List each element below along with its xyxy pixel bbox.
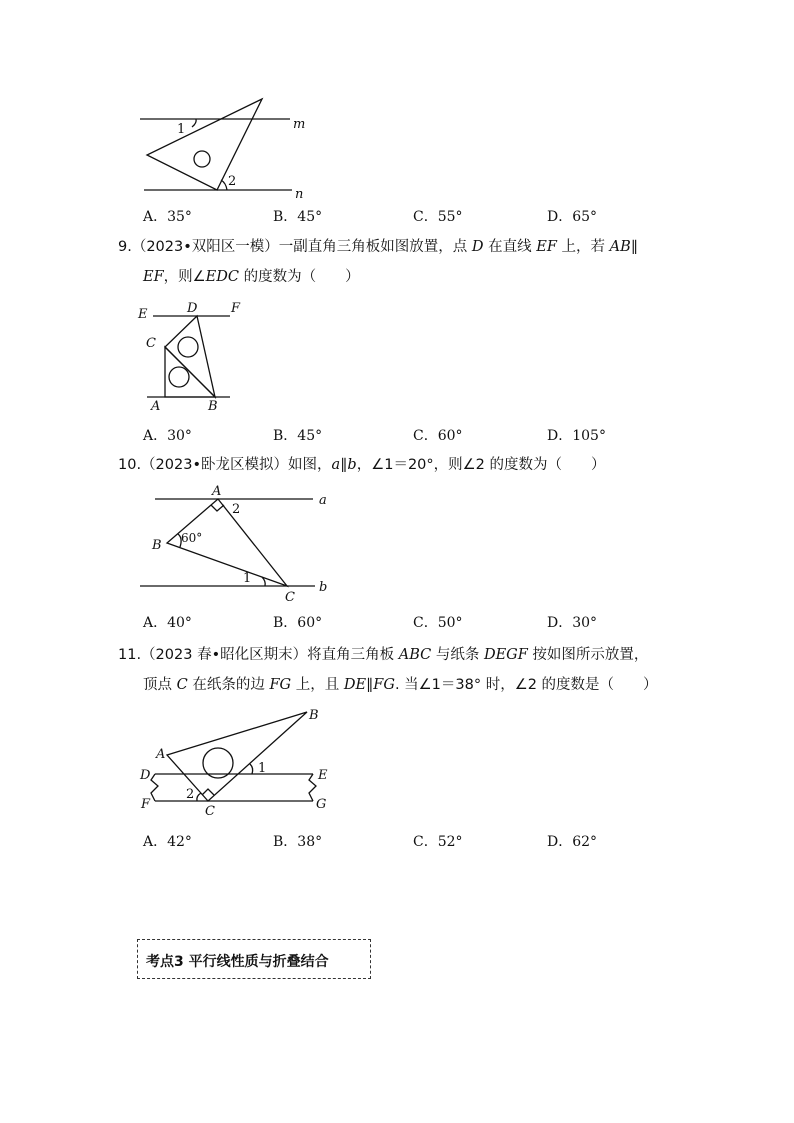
q11-question-line2: 顶点 C 在纸条的边 FG 上，且 DE∥FG. 当∠1＝38° 时，∠2 的度数是（ ） xyxy=(143,677,658,693)
strip-break-left xyxy=(151,774,158,801)
label-2: 2 xyxy=(186,787,195,802)
angle-2-arc xyxy=(197,793,201,801)
q9-option-b[interactable]: B．45° xyxy=(273,428,323,444)
label-2: 2 xyxy=(228,174,237,189)
q11-option-b[interactable]: B．38° xyxy=(273,834,323,850)
label-F: F xyxy=(141,797,151,812)
strip-break-right xyxy=(309,774,316,801)
label-1: 1 xyxy=(243,571,252,586)
label-E: E xyxy=(138,307,148,322)
q10-option-c[interactable]: C．50° xyxy=(413,615,463,631)
label-1: 1 xyxy=(177,122,186,137)
q10-option-a[interactable]: A．40° xyxy=(143,615,192,631)
q10-option-b[interactable]: B．60° xyxy=(273,615,323,631)
q9-option-d[interactable]: D．105° xyxy=(547,428,606,444)
topic-heading-box xyxy=(137,939,371,979)
label-2: 2 xyxy=(232,502,241,517)
label-60: 60° xyxy=(181,531,203,545)
q11-option-c[interactable]: C．52° xyxy=(413,834,463,850)
label-B: B xyxy=(309,708,319,723)
label-D: D xyxy=(140,768,151,783)
q8-option-b[interactable]: B．45° xyxy=(273,209,323,225)
angle-1-arc xyxy=(250,764,253,774)
right-angle-mark xyxy=(202,789,214,795)
q8-option-c[interactable]: C．55° xyxy=(413,209,463,225)
q10-option-d[interactable]: D．30° xyxy=(547,615,598,631)
q9-option-a[interactable]: A．30° xyxy=(143,428,192,444)
q9-question-line1: 9.（2023•双阳区一模）一副直角三角板如图放置，点 D 在直线 EF 上，若 AB∥ xyxy=(118,239,639,255)
label-1: 1 xyxy=(258,761,267,776)
label-A: A xyxy=(156,747,166,762)
label-A: A xyxy=(151,399,161,414)
label-F: F xyxy=(231,301,241,316)
q9-question-line2: EF，则∠EDC 的度数为（ ） xyxy=(143,269,360,285)
topic-heading: 考点3 平行线性质与折叠结合 xyxy=(146,954,329,970)
label-C: C xyxy=(205,804,215,819)
label-B: B xyxy=(208,399,218,414)
q11-option-a[interactable]: A．42° xyxy=(143,834,192,850)
q9-figure xyxy=(135,298,245,416)
q8-option-d[interactable]: D．65° xyxy=(547,209,598,225)
label-A: A xyxy=(212,484,222,499)
label-C: C xyxy=(146,336,156,351)
right-angle-mark xyxy=(211,505,224,511)
angle-1-arc xyxy=(192,119,196,127)
label-a: a xyxy=(319,493,327,508)
q11-figure xyxy=(135,700,335,820)
label-D: D xyxy=(187,301,198,316)
triangle-board xyxy=(147,99,262,190)
hole-lower xyxy=(169,367,189,387)
label-b: b xyxy=(319,580,328,595)
board-hole xyxy=(194,151,210,167)
label-n: n xyxy=(295,187,304,202)
q9-option-c[interactable]: C．60° xyxy=(413,428,463,444)
label-C: C xyxy=(285,590,295,605)
label-B: B xyxy=(152,538,162,553)
triangle-30-60 xyxy=(165,347,215,397)
q11-question-line1: 11.（2023 春•昭化区期末）将直角三角板 ABC 与纸条 DEGF 按如图所示放置， xyxy=(118,647,649,663)
label-m: m xyxy=(293,117,306,132)
q10-figure xyxy=(135,484,335,606)
q11-option-d[interactable]: D．62° xyxy=(547,834,598,850)
label-G: G xyxy=(316,797,327,812)
q8-option-a[interactable]: A．35° xyxy=(143,209,192,225)
q10-question-line1: 10.（2023•卧龙区模拟）如图，a∥b，∠1＝20°，则∠2 的度数为（ ） xyxy=(118,457,606,473)
q8-figure xyxy=(130,92,320,204)
label-E: E xyxy=(318,768,328,783)
hole-upper xyxy=(178,337,198,357)
